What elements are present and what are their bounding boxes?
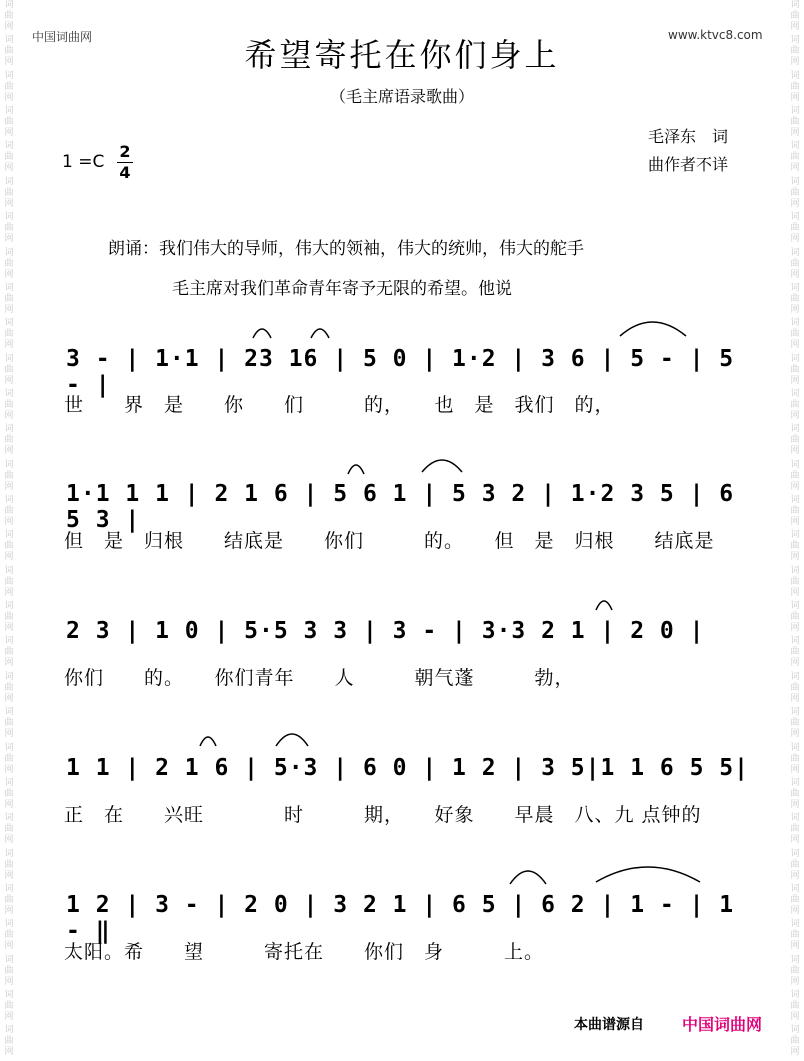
- watermark-glyph: 网: [4, 835, 14, 846]
- slur-mark: [596, 601, 612, 610]
- slur-mark: [510, 871, 546, 884]
- watermark-glyph: 网: [790, 552, 800, 563]
- watermark-glyph: 曲: [790, 965, 800, 976]
- watermark-glyph: 网: [4, 22, 14, 32]
- watermark-glyph: 曲: [790, 11, 800, 21]
- watermark-glyph: 网: [790, 234, 800, 245]
- watermark-glyph: 词: [790, 954, 800, 965]
- watermark-glyph: 网: [790, 375, 800, 386]
- watermark-glyph: 网: [790, 623, 800, 634]
- watermark-glyph: 词: [4, 176, 14, 187]
- watermark-glyph: 词: [4, 1025, 14, 1036]
- song-subtitle: （毛主席语录歌曲）: [329, 87, 474, 106]
- watermark-glyph: 曲: [4, 965, 14, 976]
- watermark-glyph: 网: [4, 552, 14, 563]
- recitation-line-1: 朗诵：我们伟大的导师，伟大的领袖，伟大的统帅，伟大的舵手: [108, 239, 584, 259]
- watermark-glyph: 曲: [790, 824, 800, 835]
- watermark-glyph: 网: [4, 1047, 14, 1058]
- watermark-glyph: 词: [4, 495, 14, 506]
- watermark-glyph: 曲: [790, 46, 800, 57]
- watermark-glyph: 网: [790, 905, 800, 916]
- watermark-glyph: 网: [790, 941, 800, 952]
- watermark-glyph: 词: [790, 636, 800, 647]
- watermark-glyph: 词: [4, 565, 14, 576]
- slur-mark: [422, 460, 462, 472]
- watermark-glyph: 网: [790, 340, 800, 351]
- watermark-glyph: 网: [790, 1012, 800, 1023]
- watermark-glyph: 词: [790, 0, 800, 10]
- slur-mark: [276, 734, 308, 746]
- watermark-glyph: 词: [790, 247, 800, 258]
- watermark-glyph: 词: [790, 565, 800, 576]
- footer-source-label: 本曲谱源自: [574, 1017, 644, 1033]
- watermark-glyph: 曲: [4, 223, 14, 234]
- score-notes-line-3: 2 3 | 1 0 | 5·5 3 3 | 3 - | 3·3 2 1 | 2 0 |: [66, 618, 705, 644]
- watermark-glyph: 曲: [790, 612, 800, 623]
- watermark-glyph: 网: [790, 658, 800, 669]
- watermark-glyph: 词: [4, 318, 14, 329]
- watermark-glyph: 网: [4, 92, 14, 103]
- watermark-glyph: 网: [790, 481, 800, 492]
- watermark-glyph: 词: [4, 601, 14, 612]
- watermark-glyph: 曲: [790, 1001, 800, 1012]
- watermark-glyph: 词: [790, 530, 800, 541]
- score-lyrics-line-2: 但 是 归根 结底是 你们 的。 但 是 归根 结底是: [64, 530, 715, 552]
- watermark-glyph: 词: [4, 530, 14, 541]
- watermark-glyph: 曲: [4, 718, 14, 729]
- watermark-glyph: 曲: [790, 364, 800, 375]
- watermark-glyph: 词: [790, 1025, 800, 1036]
- watermark-glyph: 曲: [4, 364, 14, 375]
- watermark-glyph: 曲: [790, 258, 800, 269]
- watermark-glyph: 词: [4, 212, 14, 223]
- watermark-glyph: 曲: [4, 293, 14, 304]
- watermark-glyph: 词: [4, 424, 14, 435]
- watermark-glyph: 网: [4, 410, 14, 421]
- watermark-glyph: 网: [4, 764, 14, 775]
- watermark-glyph: 词: [790, 424, 800, 435]
- watermark-glyph: 网: [790, 587, 800, 598]
- slur-mark: [348, 465, 364, 474]
- site-name-left: 中国词曲网: [32, 30, 93, 44]
- watermark-glyph: 网: [4, 623, 14, 634]
- score-lyrics-line-4: 正 在 兴旺 时 期， 好象 早晨 八、九 点钟的: [64, 804, 702, 826]
- watermark-glyph: 曲: [790, 223, 800, 234]
- watermark-glyph: 网: [790, 410, 800, 421]
- watermark-glyph: 词: [790, 176, 800, 187]
- watermark-glyph: 网: [790, 163, 800, 174]
- score-lyrics-line-1: 世 界 是 你 们 的， 也 是 我们 的，: [64, 394, 615, 416]
- watermark-glyph: 词: [790, 388, 800, 399]
- watermark-glyph: 词: [790, 671, 800, 682]
- watermark-glyph: 曲: [4, 930, 14, 941]
- watermark-glyph: 曲: [4, 682, 14, 693]
- watermark-glyph: 曲: [4, 399, 14, 410]
- watermark-glyph: 词: [4, 919, 14, 930]
- watermark-glyph: 词: [4, 671, 14, 682]
- watermark-glyph: 网: [790, 304, 800, 315]
- site-url-right: www.ktvc8.com: [668, 28, 763, 42]
- watermark-glyph: 曲: [790, 894, 800, 905]
- watermark-glyph: 词: [4, 707, 14, 718]
- watermark-glyph: 曲: [790, 753, 800, 764]
- watermark-glyph: 词: [790, 212, 800, 223]
- time-signature-top: 2: [119, 142, 131, 161]
- watermark-glyph: 网: [4, 481, 14, 492]
- watermark-glyph: 曲: [790, 859, 800, 870]
- watermark-glyph: 曲: [790, 117, 800, 128]
- watermark-glyph: 曲: [790, 576, 800, 587]
- watermark-glyph: 曲: [4, 187, 14, 198]
- recitation-line-2: 毛主席对我们革命青年寄予无限的希望。他说: [172, 279, 512, 299]
- watermark-glyph: 网: [790, 269, 800, 280]
- watermark-glyph: 网: [4, 446, 14, 457]
- watermark-glyph: 词: [790, 919, 800, 930]
- watermark-glyph: 网: [790, 198, 800, 209]
- watermark-glyph: 网: [790, 976, 800, 987]
- watermark-glyph: 网: [790, 729, 800, 740]
- watermark-glyph: 曲: [790, 682, 800, 693]
- watermark-glyph: 网: [790, 57, 800, 68]
- watermark-glyph: 网: [4, 799, 14, 810]
- watermark-glyph: 词: [4, 459, 14, 470]
- watermark-glyph: 网: [4, 976, 14, 987]
- watermark-glyph: 词: [790, 777, 800, 788]
- watermark-glyph: 词: [790, 141, 800, 152]
- watermark-glyph: 词: [4, 247, 14, 258]
- watermark-glyph: 曲: [790, 187, 800, 198]
- lyricist-credit: 毛泽东 词: [648, 127, 729, 146]
- watermark-glyph: 网: [4, 340, 14, 351]
- watermark-glyph: 网: [790, 22, 800, 32]
- slur-mark: [200, 737, 216, 746]
- watermark-glyph: 曲: [4, 859, 14, 870]
- watermark-glyph: 曲: [4, 788, 14, 799]
- watermark-glyph: 网: [4, 905, 14, 916]
- watermark-glyph: 网: [4, 304, 14, 315]
- watermark-glyph: 词: [790, 318, 800, 329]
- watermark-glyph: 词: [790, 707, 800, 718]
- watermark-glyph: 网: [790, 128, 800, 139]
- watermark-glyph: 曲: [4, 258, 14, 269]
- watermark-glyph: 曲: [4, 435, 14, 446]
- watermark-glyph: 曲: [4, 329, 14, 340]
- watermark-glyph: 词: [790, 35, 800, 46]
- slur-mark: [253, 329, 271, 338]
- watermark-glyph: 词: [790, 353, 800, 364]
- score-notes-line-1: 3 - | 1·1 | 23 16 | 5 0 | 1·2 | 3 6 | 5 - | 5 - |: [66, 346, 735, 398]
- watermark-glyph: 词: [4, 777, 14, 788]
- watermark-glyph: 曲: [4, 11, 14, 21]
- score-lyrics-line-3: 你们 的。 你们青年 人 朝气蓬 勃，: [64, 667, 575, 689]
- watermark-glyph: 网: [790, 1047, 800, 1058]
- watermark-glyph: 曲: [790, 718, 800, 729]
- watermark-glyph: 曲: [4, 576, 14, 587]
- watermark-glyph: 曲: [4, 506, 14, 517]
- watermark-glyph: 网: [790, 92, 800, 103]
- watermark-glyph: 词: [790, 742, 800, 753]
- watermark-glyph: 网: [4, 1012, 14, 1023]
- watermark-glyph: 网: [790, 764, 800, 775]
- watermark-glyph: 词: [4, 813, 14, 824]
- watermark-glyph: 网: [4, 587, 14, 598]
- watermark-glyph: 词: [4, 636, 14, 647]
- watermark-glyph: 网: [4, 128, 14, 139]
- watermark-glyph: 网: [4, 693, 14, 704]
- watermark-glyph: 网: [4, 870, 14, 881]
- watermark-glyph: 曲: [4, 1001, 14, 1012]
- watermark-glyph: 词: [790, 70, 800, 81]
- song-title: 希望寄托在你们身上: [244, 36, 560, 74]
- watermark-glyph: 曲: [790, 647, 800, 658]
- watermark-glyph: 词: [790, 106, 800, 117]
- watermark-glyph: 网: [790, 446, 800, 457]
- watermark-glyph: 词: [4, 282, 14, 293]
- watermark-glyph: 词: [790, 813, 800, 824]
- slur-mark: [311, 329, 329, 338]
- watermark-glyph: 词: [4, 883, 14, 894]
- score-notes-line-4: 1 1 | 2 1 6 | 5·3 | 6 0 | 1 2 | 3 5|1 1 6 5 5|: [66, 755, 749, 781]
- watermark-glyph: 曲: [790, 506, 800, 517]
- score-notes-line-2: 1·1 1 1 | 2 1 6 | 5 6 1 | 5 3 2 | 1·2 3 5 | 6 5 3 |: [66, 481, 735, 533]
- key-signature: 1 =C: [62, 152, 105, 172]
- watermark-glyph: 网: [790, 799, 800, 810]
- watermark-glyph: 网: [790, 870, 800, 881]
- watermark-glyph: 词: [790, 601, 800, 612]
- watermark-glyph: 曲: [4, 753, 14, 764]
- watermark-glyph: 曲: [790, 399, 800, 410]
- watermark-glyph: 曲: [4, 647, 14, 658]
- watermark-glyph: 曲: [790, 788, 800, 799]
- watermark-glyph: 曲: [790, 329, 800, 340]
- footer-brand[interactable]: 中国词曲网: [682, 1015, 763, 1034]
- watermark-glyph: 词: [790, 282, 800, 293]
- watermark-glyph: 网: [4, 658, 14, 669]
- watermark-glyph: 网: [4, 234, 14, 245]
- time-signature-bottom: 4: [119, 163, 131, 182]
- watermark-glyph: 网: [790, 835, 800, 846]
- watermark-glyph: 曲: [4, 117, 14, 128]
- watermark-glyph: 曲: [790, 541, 800, 552]
- watermark-glyph: 网: [4, 269, 14, 280]
- watermark-glyph: 曲: [4, 612, 14, 623]
- watermark-glyph: 词: [4, 954, 14, 965]
- watermark-glyph: 网: [4, 941, 14, 952]
- score-notes-line-5: 1 2 | 3 - | 2 0 | 3 2 1 | 6 5 | 6 2 | 1 - | 1 - ‖: [66, 892, 735, 944]
- watermark-glyph: 曲: [790, 930, 800, 941]
- watermark-glyph: 曲: [4, 470, 14, 481]
- score-lyrics-line-5: 太阳。希 望 寄托在 你们 身 上。: [64, 941, 545, 963]
- watermark-glyph: 曲: [790, 435, 800, 446]
- watermark-glyph: 曲: [790, 470, 800, 481]
- watermark-glyph: 曲: [4, 46, 14, 57]
- watermark-glyph: 网: [4, 163, 14, 174]
- watermark-glyph: 曲: [4, 1036, 14, 1047]
- watermark-glyph: 曲: [4, 824, 14, 835]
- watermark-glyph: 曲: [790, 81, 800, 92]
- watermark-glyph: 词: [4, 353, 14, 364]
- watermark-glyph: 网: [4, 57, 14, 68]
- watermark-glyph: 曲: [4, 894, 14, 905]
- watermark-glyph: 曲: [4, 152, 14, 163]
- watermark-glyph: 词: [4, 106, 14, 117]
- watermark-glyph: 词: [790, 990, 800, 1001]
- slur-mark: [620, 322, 686, 336]
- watermark-glyph: 词: [790, 848, 800, 859]
- watermark-glyph: 词: [790, 459, 800, 470]
- watermark-glyph: 词: [4, 388, 14, 399]
- watermark-glyph: 词: [4, 848, 14, 859]
- watermark-glyph: 网: [4, 517, 14, 528]
- watermark-glyph: 曲: [790, 293, 800, 304]
- watermark-glyph: 词: [4, 70, 14, 81]
- watermark-glyph: 网: [790, 517, 800, 528]
- watermark-glyph: 网: [4, 375, 14, 386]
- watermark-glyph: 曲: [4, 81, 14, 92]
- watermark-glyph: 曲: [4, 541, 14, 552]
- watermark-glyph: 网: [4, 198, 14, 209]
- watermark-glyph: 词: [4, 742, 14, 753]
- watermark-glyph: 词: [4, 141, 14, 152]
- watermark-glyph: 词: [790, 495, 800, 506]
- slur-mark: [596, 867, 700, 882]
- watermark-glyph: 曲: [790, 1036, 800, 1047]
- watermark-glyph: 词: [4, 0, 14, 10]
- watermark-glyph: 网: [4, 729, 14, 740]
- composer-credit: 曲作者不详: [648, 155, 729, 174]
- watermark-glyph: 词: [790, 883, 800, 894]
- watermark-glyph: 词: [4, 990, 14, 1001]
- watermark-glyph: 词: [4, 35, 14, 46]
- watermark-glyph: 曲: [790, 152, 800, 163]
- watermark-glyph: 网: [790, 693, 800, 704]
